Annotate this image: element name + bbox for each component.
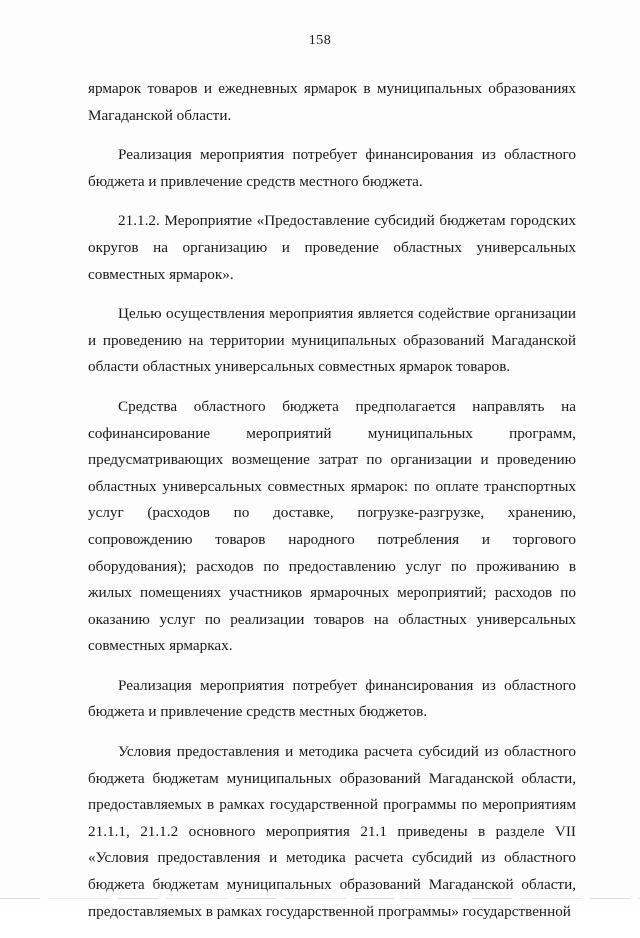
paragraph-continuation: ярмарок товаров и ежедневных ярмарок в муниципальных образованиях Магаданской области. [88,80,576,124]
paragraph-purpose: Целью осуществления мероприятия является содействие организации и проведению на территории муниципальных образований Магаданской области областных универсальных совместных ярмарок товаров. [88,305,576,376]
paragraph-subsidy-conditions: Условия предоставления и методика расчета субсидий из областного бюджета бюджетам муниципальных образований Магаданской области, предоставляемых в рамках государственной программы по мероприятиям 21.1.1, 21.1.2 основного мероприятия 21.1 приведены в разделе VII «Условия предоставления и методика расчета субсидий из областного бюджета бюджетам муниципальных образований Магаданской области, предоставляемых в рамках государственной программы» государственной [88,743,576,920]
document-body [88,76,576,938]
paragraph-measure-21-1-2: 21.1.2. Мероприятие «Предоставление субсидий бюджетам городских округов на организацию и проведение областных универсальных совместных ярмарок». [88,212,576,283]
paragraph-funding-local: Реализация мероприятия потребует финансирования из областного бюджета и привлечение средств местного бюджета. [88,146,576,190]
paragraph-regional-funds: Средства областного бюджета предполагается направлять на софинансирование мероприятий муниципальных программ, предусматривающих возмещение затрат по организации и проведению областных универсальных совместных ярмарок: по оплате транспортных услуг (расходов по доставке, погрузке-разгрузке, хранению, сопровождению товаров народного потребления и торгового оборудования); расходов по предоставлению услуг по проживанию в жилых помещениях участников ярмарочных мероприятий; расходов по оказанию услуг по реализации товаров на областных универсальных совместных ярмарках. [88,397,576,655]
scan-bottom-edge [0,898,640,899]
page-number: 158 [308,33,332,48]
paragraph-funding-municipal: Реализация мероприятия потребует финансирования из областного бюджета и привлечение средств местных бюджетов. [88,676,576,721]
